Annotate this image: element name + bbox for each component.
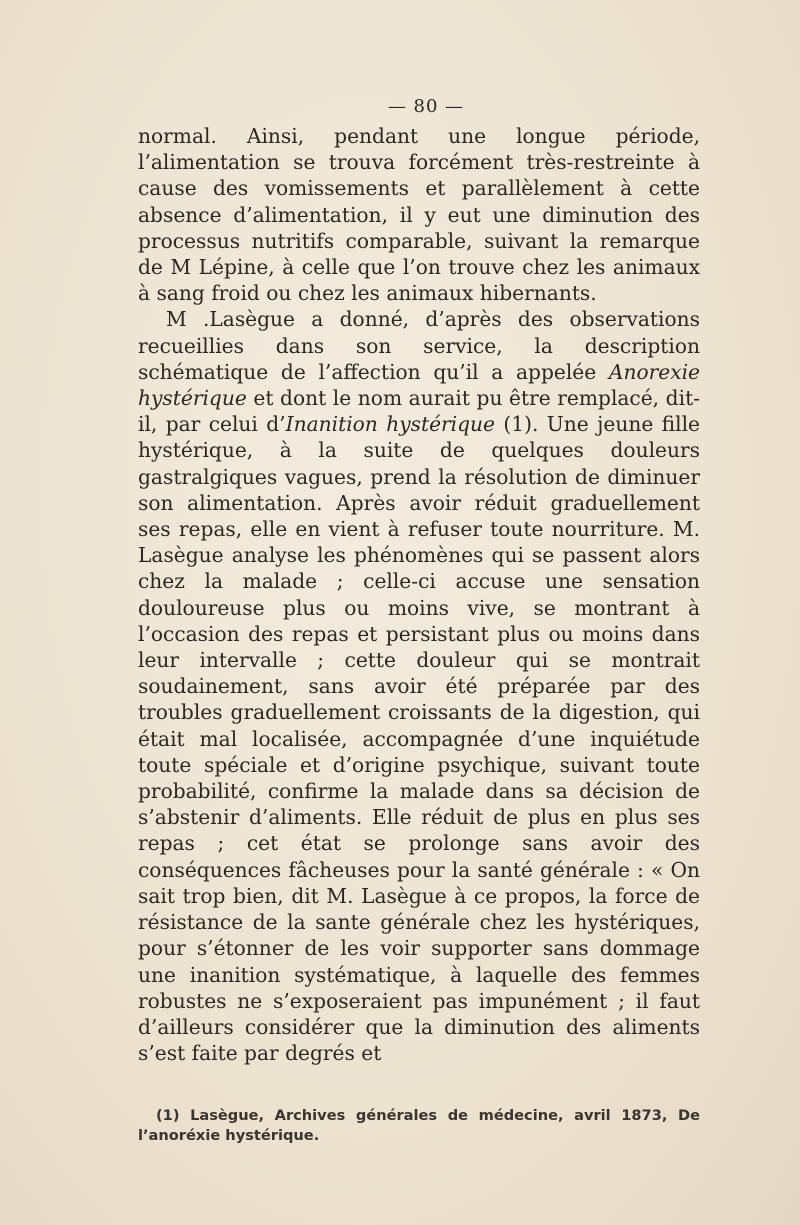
body-text (138, 123, 700, 1066)
paragraph-2-part-3: (1). Une jeune fille hystérique, à la suite de quelques douleurs gastralgiques vagues, prend la résolution de diminuer son alimentation. Après avoir réduit graduellement ses repas, elle en vient à refuser toute nourriture. M. Lasègue analyse les phénomènes qui se passent alors chez la malade ; celle-ci accuse une sensation douloureuse plus ou moins vive, se montrant à l’occasion des repas et persistant plus ou moins dans leur intervalle ; cette douleur qui se montrait soudainement, sans avoir été préparée par des troubles graduellement croissants de la digestion, qui était mal localisée, accompagnée d’une inquiétude toute spéciale et d’origine psychique, suivant toute probabilité, confirme la malade dans sa décision de s’abstenir d’aliments. Elle réduit de plus en plus ses repas ; cet état se prolonge sans avoir des conséquences fâcheuses pour la santé générale : « On sait trop bien, dit M. Lasègue à ce propos, la force de résistance de la sante générale chez les hystériques, pour s’étonner de les voir supporter sans dommage une inanition systématique, à laquelle des femmes robustes ne s’exposeraient pas impunément ; il faut d’ailleurs considérer que la diminution des aliments s’est faite par degrés et (138, 412, 700, 1066)
page-number: — 80 — (387, 96, 465, 117)
paragraph-2-part-2: et dont le nom aurait pu être remplacé, dit-il, par celui d’ (138, 386, 700, 437)
paragraph-1: normal. Ainsi, pendant une longue période, l’alimentation se trouva forcément très-restreinte à cause des vomissements et parallèlement à cette absence d’alimentation, il y eut une diminution des processus nutritifs comparable, suivant la remarque de M Lépine, à celle que l’on trouve chez les animaux à sang froid ou chez les animaux hibernants. (138, 124, 700, 306)
inanition-hysterique-term: Inanition hystérique (285, 412, 495, 437)
paragraph-2 (138, 306, 700, 1066)
footnote: (1) Lasègue, Archives générales de médecine, avril 1873, De l’anoréxie hystérique. (138, 1107, 700, 1145)
paragraph-2-part-1: M .Lasègue a donné, d’après des observations recueillies dans son service, la description schématique de l’affection qu’il a appelée (138, 307, 700, 384)
anorexie-hysterique-term: Anorexie hystérique (138, 359, 700, 411)
document-page (138, 96, 700, 1146)
